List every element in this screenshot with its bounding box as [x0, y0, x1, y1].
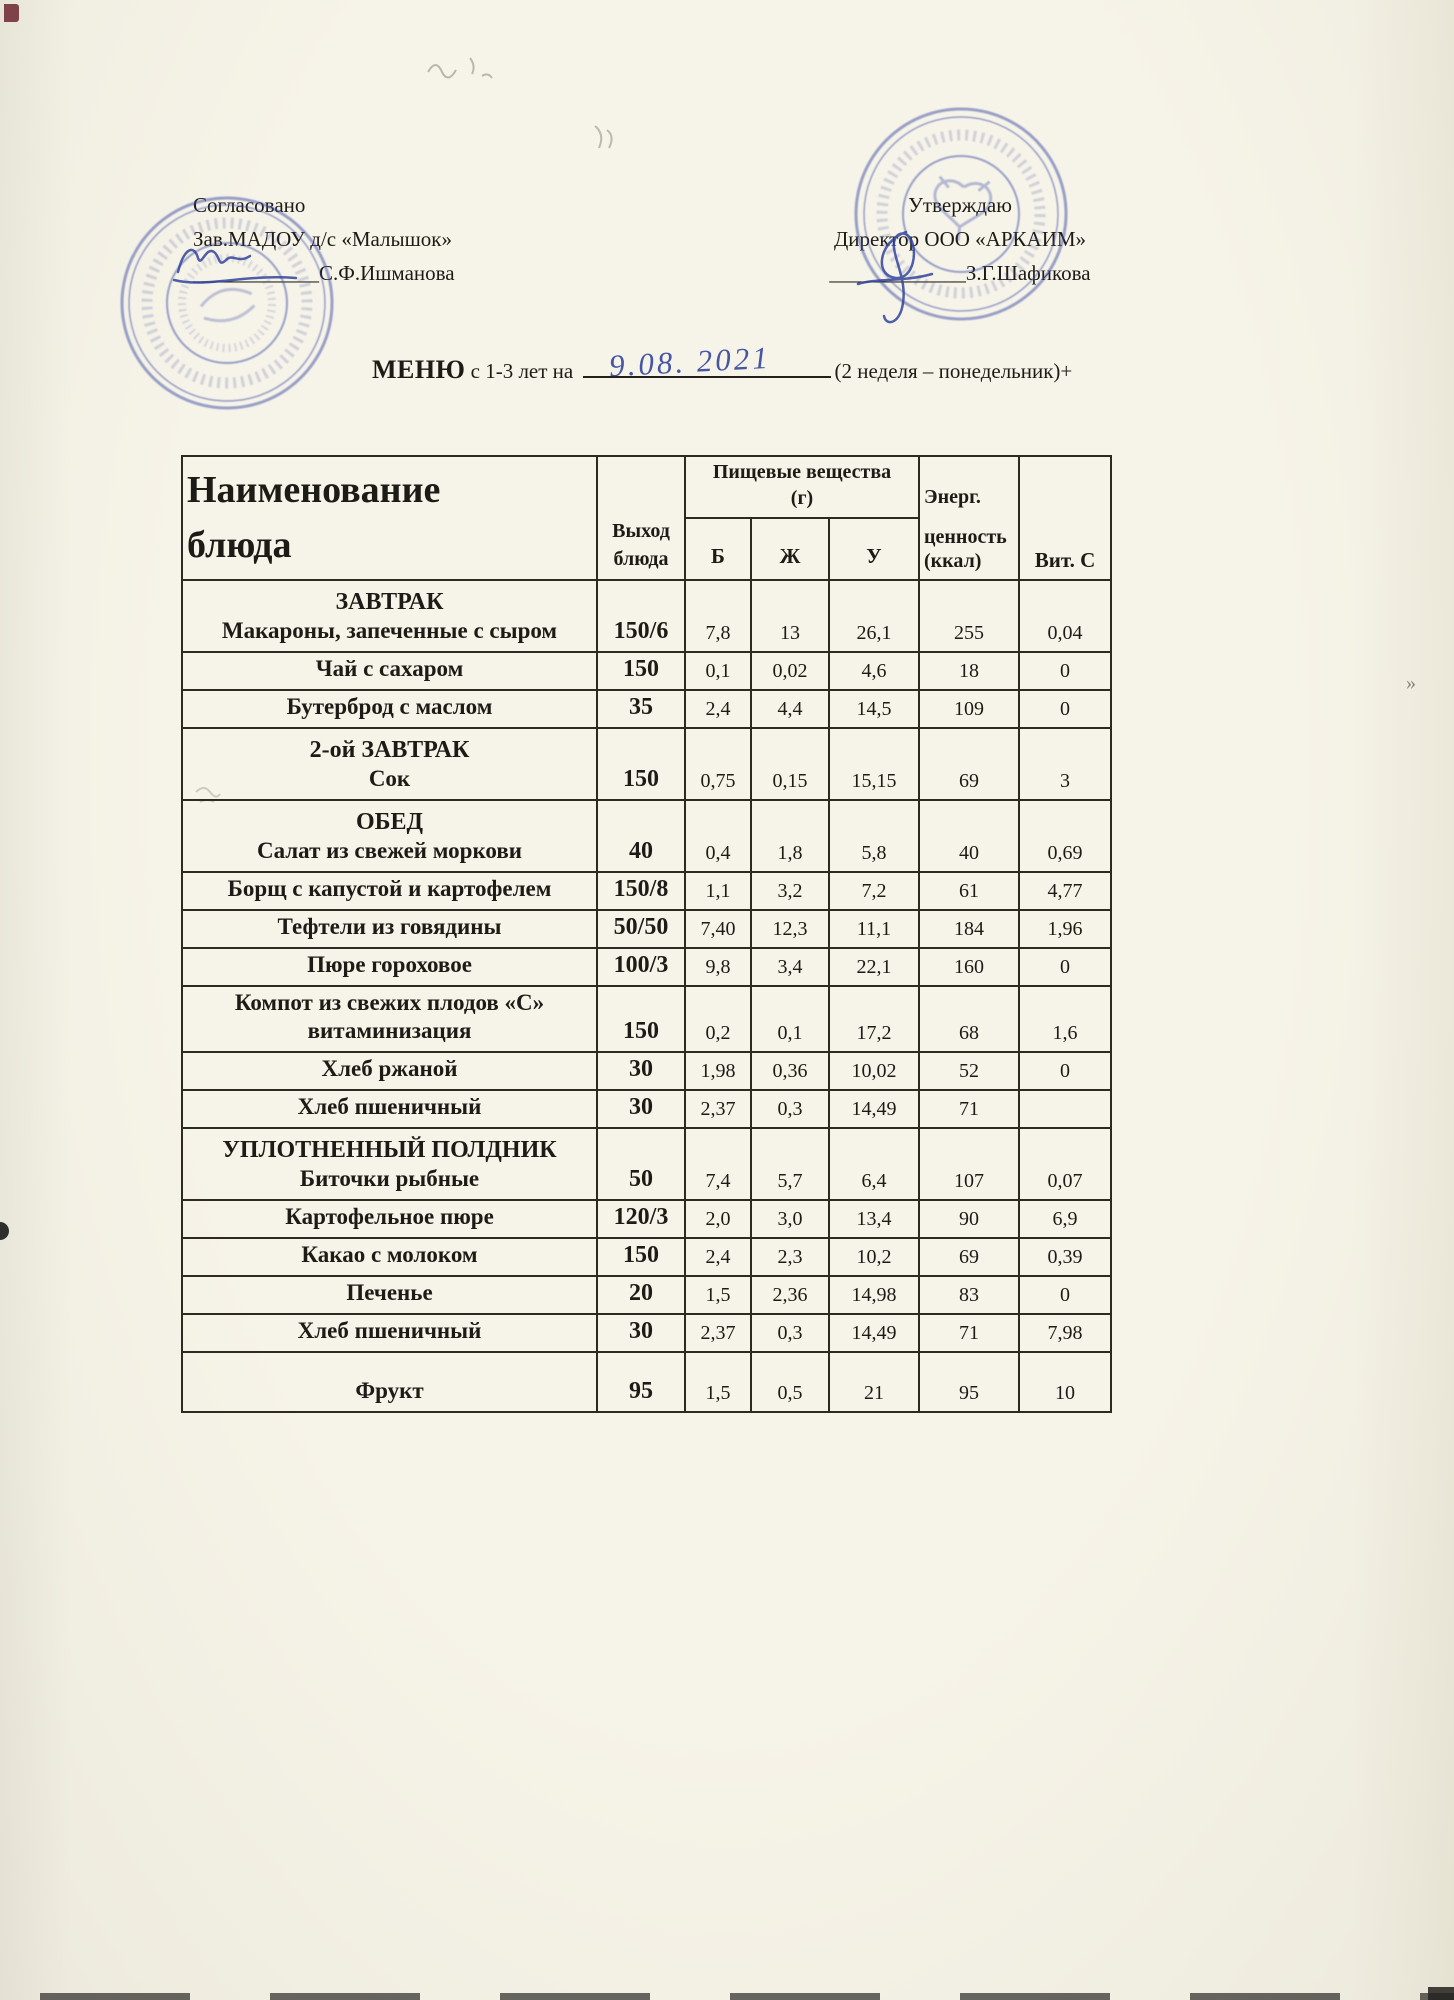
table-row: [182, 1128, 1111, 1200]
fat-value: 0,15: [751, 728, 829, 800]
header-nutrients-line1: Пищевые вещества: [712, 461, 892, 483]
vitamin-c-value: 0,07: [1019, 1128, 1111, 1200]
table-row: [182, 1238, 1111, 1276]
dish-name: Бутерброд с маслом: [286, 694, 493, 719]
table-row: [182, 690, 1111, 728]
meal-section-label: УПЛОТНЕННЫЙ ПОЛДНИК: [222, 1137, 557, 1163]
vitamin-c-value: 0: [1019, 652, 1111, 690]
dish-name-cell: [182, 910, 597, 948]
dish-name: Какао с молоком: [301, 1242, 478, 1267]
scan-edge-glyph: »: [1406, 672, 1416, 694]
dish-output: 50: [597, 1128, 685, 1200]
table-row: [182, 1314, 1111, 1352]
kcal-value: 69: [919, 1238, 1019, 1276]
signature-underscore: ____________: [193, 261, 319, 285]
vitamin-c-value: 1,96: [1019, 910, 1111, 948]
dish-output: 150: [597, 728, 685, 800]
fat-value: 0,3: [751, 1090, 829, 1128]
dish-name-cell: [182, 872, 597, 910]
fat-value: 0,36: [751, 1052, 829, 1090]
scan-bottom-corner: [1428, 1987, 1454, 2000]
carb-value: 10,2: [829, 1238, 919, 1276]
header-carbs: У: [829, 518, 919, 580]
protein-value: 2,4: [685, 690, 751, 728]
carb-value: 17,2: [829, 986, 919, 1052]
dish-output: 150/8: [597, 872, 685, 910]
table-row: [182, 910, 1111, 948]
approval-right-line1: Утверждаю: [908, 193, 1012, 217]
protein-value: 0,4: [685, 800, 751, 872]
carb-value: 11,1: [829, 910, 919, 948]
carb-value: 15,15: [829, 728, 919, 800]
table-row: [182, 986, 1111, 1052]
vitamin-c-value: 0,69: [1019, 800, 1111, 872]
carb-value: 21: [829, 1352, 919, 1412]
handwritten-date: 9.08. 2021: [607, 339, 772, 384]
header-energy: [919, 456, 1019, 580]
header-energy-line3: (ккал): [924, 550, 982, 572]
kcal-value: 71: [919, 1090, 1019, 1128]
vitamin-c-value: 4,77: [1019, 872, 1111, 910]
approval-left-name: С.Ф.Ишманова: [319, 261, 455, 285]
protein-value: 2,4: [685, 1238, 751, 1276]
kcal-value: 68: [919, 986, 1019, 1052]
protein-value: 1,5: [685, 1276, 751, 1314]
dish-name-cell: [182, 1128, 597, 1200]
protein-value: 7,4: [685, 1128, 751, 1200]
meal-section-label: ЗАВТРАК: [335, 589, 444, 615]
protein-value: 2,37: [685, 1090, 751, 1128]
dish-name: Компот из свежих плодов «С» витаминизация: [234, 990, 545, 1043]
scan-bottom-smudge: [40, 1993, 1454, 2000]
fat-value: 3,2: [751, 872, 829, 910]
fat-value: 0,5: [751, 1352, 829, 1412]
dish-name-cell: [182, 1052, 597, 1090]
meal-section-label: 2-ой ЗАВТРАК: [309, 737, 470, 763]
protein-value: 2,0: [685, 1200, 751, 1238]
carb-value: 26,1: [829, 580, 919, 652]
header-dish-name-line1: Наименование: [187, 468, 441, 511]
dish-name: Макароны, запеченные с сыром: [221, 618, 558, 643]
dish-name: Хлеб ржаной: [321, 1056, 458, 1081]
fat-value: 12,3: [751, 910, 829, 948]
pencil-squiggle-icon: [420, 42, 510, 92]
dish-output: 150: [597, 1238, 685, 1276]
dish-name-cell: [182, 652, 597, 690]
kcal-value: 90: [919, 1200, 1019, 1238]
menu-title: [372, 339, 1073, 385]
kcal-value: 18: [919, 652, 1019, 690]
dish-name-cell: [182, 580, 597, 652]
table-row: [182, 1352, 1111, 1412]
header-output: [597, 456, 685, 580]
carb-value: 13,4: [829, 1200, 919, 1238]
menu-title-word: МЕНЮ: [372, 355, 466, 384]
header-protein: Б: [685, 518, 751, 580]
scan-edge-dot: [0, 1222, 9, 1240]
dish-output: 150: [597, 652, 685, 690]
protein-value: 7,8: [685, 580, 751, 652]
dish-output: 30: [597, 1090, 685, 1128]
header-energy-line1: Энерг.: [924, 486, 981, 508]
protein-value: 0,75: [685, 728, 751, 800]
dish-name-cell: [182, 1090, 597, 1128]
kcal-value: 184: [919, 910, 1019, 948]
kcal-value: 95: [919, 1352, 1019, 1412]
vitamin-c-value: 0: [1019, 690, 1111, 728]
dish-name-cell: [182, 1314, 597, 1352]
table-row: [182, 728, 1111, 800]
carb-value: 22,1: [829, 948, 919, 986]
table-row: [182, 948, 1111, 986]
kcal-value: 107: [919, 1128, 1019, 1200]
table-row: [182, 800, 1111, 872]
carb-value: 14,49: [829, 1314, 919, 1352]
approval-right-line2: Директор ООО «АРКАИМ»: [833, 227, 1087, 251]
vitamin-c-value: 0,39: [1019, 1238, 1111, 1276]
dish-name: Чай с сахаром: [315, 656, 464, 681]
kcal-value: 40: [919, 800, 1019, 872]
table-row: [182, 872, 1111, 910]
table-row: [182, 652, 1111, 690]
protein-value: 1,98: [685, 1052, 751, 1090]
menu-title-suffix: (2 неделя – понедельник)+: [834, 359, 1073, 383]
table-row: [182, 1276, 1111, 1314]
carb-value: 10,02: [829, 1052, 919, 1090]
protein-value: 0,1: [685, 652, 751, 690]
carb-value: 14,49: [829, 1090, 919, 1128]
dish-output: 100/3: [597, 948, 685, 986]
signature-underscore: _____________: [829, 261, 966, 285]
dish-name-cell: [182, 1200, 597, 1238]
carb-value: 5,8: [829, 800, 919, 872]
fat-value: 3,0: [751, 1200, 829, 1238]
menu-table: [181, 455, 1112, 1413]
vitamin-c-value: 10: [1019, 1352, 1111, 1412]
header-output-line2: блюда: [613, 548, 669, 570]
header-vitamin-c: Вит. С: [1019, 456, 1111, 580]
vitamin-c-value: 0: [1019, 948, 1111, 986]
dish-name-cell: [182, 1276, 597, 1314]
carb-value: 4,6: [829, 652, 919, 690]
vitamin-c-value: 6,9: [1019, 1200, 1111, 1238]
dish-name-cell: [182, 728, 597, 800]
approval-left-line2: Зав.МАДОУ д/с «Малышок»: [193, 227, 453, 251]
dish-name: Тефтели из говядины: [277, 914, 502, 939]
dish-name-cell: [182, 800, 597, 872]
table-row: [182, 1090, 1111, 1128]
approval-block-right: [770, 188, 1150, 290]
menu-table-body: [182, 580, 1111, 1412]
dish-output: 150: [597, 986, 685, 1052]
dish-output: 40: [597, 800, 685, 872]
dish-output: 120/3: [597, 1200, 685, 1238]
kcal-value: 71: [919, 1314, 1019, 1352]
protein-value: 9,8: [685, 948, 751, 986]
dish-name: Сок: [368, 766, 411, 791]
approval-block-left: [193, 188, 455, 290]
fat-value: 13: [751, 580, 829, 652]
protein-value: 2,37: [685, 1314, 751, 1352]
protein-value: 7,40: [685, 910, 751, 948]
vitamin-c-value: 7,98: [1019, 1314, 1111, 1352]
vitamin-c-value: 0: [1019, 1052, 1111, 1090]
fat-value: 4,4: [751, 690, 829, 728]
header-fat: Ж: [751, 518, 829, 580]
fat-value: 0,3: [751, 1314, 829, 1352]
fat-value: 3,4: [751, 948, 829, 986]
vitamin-c-value: [1019, 1090, 1111, 1128]
dish-output: 150/6: [597, 580, 685, 652]
header-nutrients: [685, 456, 919, 518]
header-energy-line2: ценность: [924, 526, 1007, 548]
fat-value: 2,36: [751, 1276, 829, 1314]
protein-value: 1,1: [685, 872, 751, 910]
table-row: [182, 1200, 1111, 1238]
fat-value: 2,3: [751, 1238, 829, 1276]
carb-value: 14,5: [829, 690, 919, 728]
dish-name: Фрукт: [355, 1378, 424, 1403]
table-row: [182, 580, 1111, 652]
kcal-value: 69: [919, 728, 1019, 800]
header-dish-name-line2: блюда: [187, 523, 292, 566]
dish-output: 50/50: [597, 910, 685, 948]
kcal-value: 160: [919, 948, 1019, 986]
approval-left-line1: Согласовано: [193, 193, 306, 217]
header-dish-name: [182, 456, 597, 580]
scan-corner-mark: [4, 4, 19, 22]
dish-name: Биточки рыбные: [299, 1166, 480, 1191]
dish-name-cell: [182, 948, 597, 986]
dish-name: Хлеб пшеничный: [297, 1318, 482, 1343]
approval-left-signature-line: [193, 256, 455, 290]
date-blank-line: [583, 339, 831, 384]
table-row: [182, 1052, 1111, 1090]
dish-name-cell: [182, 986, 597, 1052]
fat-value: 0,1: [751, 986, 829, 1052]
dish-name-cell: [182, 690, 597, 728]
header-output-line1: Выход: [612, 520, 670, 542]
pencil-mark-icon: [585, 118, 625, 158]
header-nutrients-line2: (г): [790, 487, 814, 509]
protein-value: 1,5: [685, 1352, 751, 1412]
dish-output: 20: [597, 1276, 685, 1314]
carb-value: 7,2: [829, 872, 919, 910]
dish-name-cell: [182, 1238, 597, 1276]
menu-title-prefix: с 1-3 лет на: [465, 359, 579, 383]
vitamin-c-value: 1,6: [1019, 986, 1111, 1052]
kcal-value: 255: [919, 580, 1019, 652]
protein-value: 0,2: [685, 986, 751, 1052]
meal-section-label: ОБЕД: [355, 809, 424, 835]
carb-value: 6,4: [829, 1128, 919, 1200]
approval-right-signature-line: [770, 256, 1150, 290]
dish-output: 30: [597, 1052, 685, 1090]
dish-name: Хлеб пшеничный: [297, 1094, 482, 1119]
fat-value: 0,02: [751, 652, 829, 690]
dish-output: 35: [597, 690, 685, 728]
kcal-value: 52: [919, 1052, 1019, 1090]
dish-output: 30: [597, 1314, 685, 1352]
kcal-value: 83: [919, 1276, 1019, 1314]
dish-name: Картофельное пюре: [285, 1204, 494, 1229]
dish-name-cell: [182, 1352, 597, 1412]
dish-name: Пюре гороховое: [307, 952, 472, 977]
dish-output: 95: [597, 1352, 685, 1412]
fat-value: 5,7: [751, 1128, 829, 1200]
kcal-value: 109: [919, 690, 1019, 728]
vitamin-c-value: 0: [1019, 1276, 1111, 1314]
vitamin-c-value: 3: [1019, 728, 1111, 800]
dish-name: Борщ с капустой и картофелем: [227, 876, 552, 901]
dish-name: Печенье: [346, 1280, 433, 1305]
carb-value: 14,98: [829, 1276, 919, 1314]
approval-right-name: З.Г.Шафикова: [965, 261, 1091, 285]
kcal-value: 61: [919, 872, 1019, 910]
fat-value: 1,8: [751, 800, 829, 872]
dish-name: Салат из свежей моркови: [256, 838, 523, 863]
vitamin-c-value: 0,04: [1019, 580, 1111, 652]
table-header: [182, 456, 1111, 580]
